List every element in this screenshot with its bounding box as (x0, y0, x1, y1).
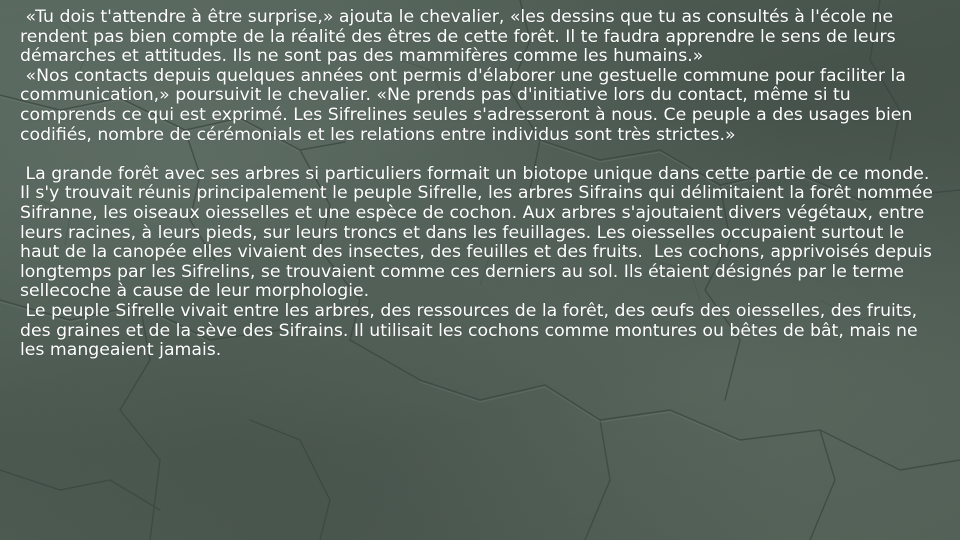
paragraph-4: Le peuple Sifrelle vivait entre les arbres, des ressources de la forêt, des œufs des oiesselles, des fruits, des graines et de la sève des Sifrains. Il utilisait les cochons comme montures ou bêtes de bât, mais ne les mangeaient jamais. (20, 300, 924, 361)
paragraph-2: «Nos contacts depuis quelques années ont permis d'élaborer une gestuelle commune pour faciliter la communication,» poursuivit le chevalier. «Ne prends pas d'initiative lors du contact, même si tu comprends ce qui est exprimé. Les Sifrelines seules s'adresseront à nous. Ce peuple a des usages bien codifiés, nombre de cérémonials et les relations entre individus sont très strictes.» (20, 65, 918, 145)
paragraph-1: «Tu dois t'attendre à être surprise,» ajouta le chevalier, «les dessins que tu as consultés à l'école ne rendent pas bien compte de la réalité des êtres de cette forêt. Il te faudra apprendre le sens de leurs démarches et attitudes. Ils ne sont pas des mammifères comme les humains.» (20, 7, 902, 67)
paragraph-3: La grande forêt avec ses arbres si particuliers formait un biotope unique dans cette partie de ce monde. Il s'y trouvait réunis principalement le peuple Sifrelle, les arbres Sifrains qui délimitaient la forêt nommée Sifranne, les oiseaux oiesselles et une espèce de cochon. Aux arbres s'ajoutaient divers végétaux, entre leurs racines, à leurs pieds, sur leurs troncs et dans les feuillages. Les oiesselles occupaient surtout le haut de la canopée elles vivaient des insectes, des feuilles et des fruits. Les cochons, apprivoisés depuis longtemps par les Sifrelins, se trouvaient comme ces derniers au sol. Ils étaient désignés par le terme sellecoche à cause de leur morphologie. (20, 163, 939, 302)
slide-text-body (20, 8, 940, 361)
paragraph-spacer (20, 145, 940, 165)
